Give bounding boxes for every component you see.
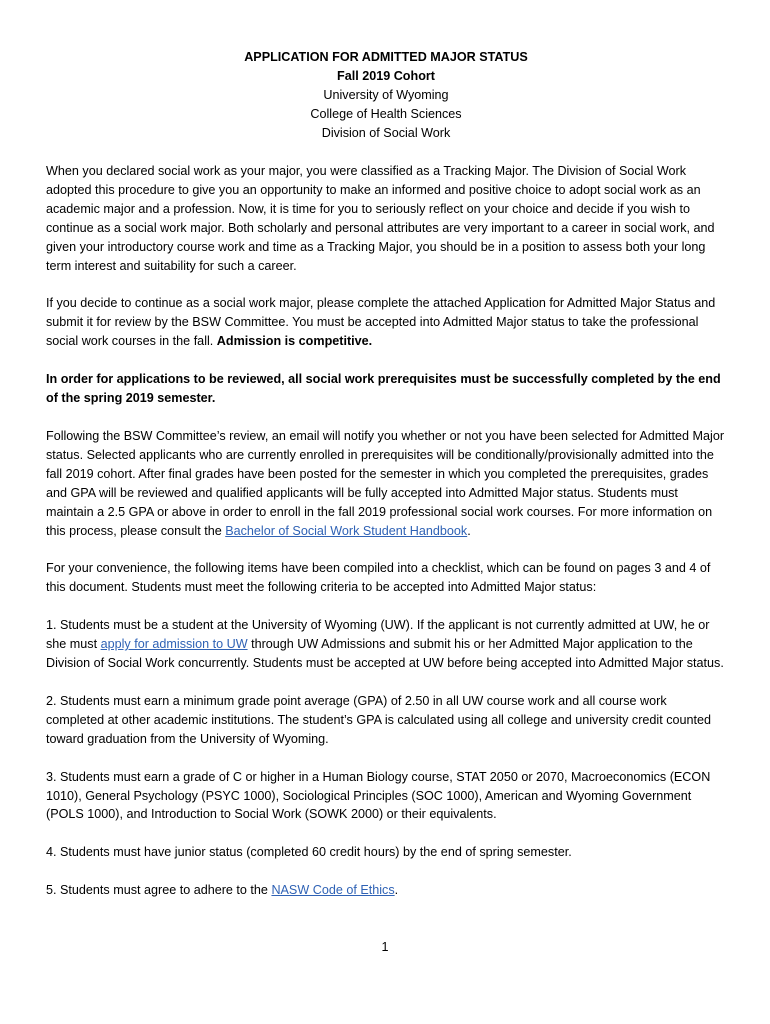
item1-text: 1. Students must be a student at the University of Wyoming (UW). If the applicant is not currently admitted at UW, he or she must	[46, 618, 710, 652]
cohort-label: Fall 2019 Cohort	[337, 69, 435, 83]
bsw-handbook-link[interactable]: Bachelor of Social Work Student Handbook	[225, 523, 468, 538]
intro-paragraph: When you declared social work as your major, you were classified as a Tracking Major. The Division of Social Work adopted this procedure to give you an opportunity to make an informed and positive choice to adopt social work as an academic major and a profession. Now, it is time for you to seriously reflect on your choice and decide if you wish to continue as a social work major. Both scholarly and personal attributes are very important to a career in social work, and given your introductory course work and time as a Tracking Major, you should be in a position to assess both your long term interest and suitability for such a career.	[46, 164, 715, 273]
criteria-item-2: 2. Students must earn a minimum grade point average (GPA) of 2.50 in all UW course work and all course work completed at other academic institutions. The student’s GPA is calculated using all college and university credit counted toward graduation from the University of Wyoming.	[46, 693, 712, 746]
continue-text: If you decide to continue as a social work major, please complete the attached Application for Admitted Major Status and submit it for review by the BSW Committee. You must be accepted into Admitted Major status to take the professional social work courses in the fall.	[46, 296, 716, 349]
item5-text: 5. Students must agree to adhere to the	[46, 883, 272, 898]
item1-end: through UW Admissions and submit his or her Admitted Major application to the Division of Social Work concurrently. Students must be accepted at UW before being accepted into Admitted Major status.	[46, 637, 724, 671]
document-title: APPLICATION FOR ADMITTED MAJOR STATUS	[244, 50, 528, 64]
university-name: University of Wyoming	[323, 88, 449, 102]
criteria-item-3: 3. Students must earn a grade of C or higher in a Human Biology course, STAT 2050 or 2070, Macroeconomics (ECON 1010), General Psychology (PSYC 1000), Sociological Principles (SOC 1000), American and Wyoming Government (POLS 1000), and Introduction to Social Work (SOWK 2000) or their equivalents.	[46, 769, 711, 822]
review-paragraph	[46, 427, 726, 540]
competitive-notice: Admission is competitive.	[216, 334, 373, 349]
document-page	[46, 48, 726, 900]
document-header	[46, 48, 726, 143]
review-end: .	[467, 523, 471, 538]
continue-paragraph	[46, 294, 726, 351]
criteria-item-1	[46, 616, 726, 673]
division-name: Division of Social Work	[321, 126, 451, 140]
prerequisite-notice: In order for applications to be reviewed, all social work prerequisites must be successfully completed by the end of the spring 2019 semester.	[46, 372, 721, 406]
apply-admission-link[interactable]: apply for admission to UW	[100, 637, 248, 652]
college-name: College of Health Sciences	[310, 107, 462, 121]
criteria-item-5	[46, 881, 726, 900]
review-text: Following the BSW Committee’s review, an email will notify you whether or not you have been selected for Admitted Major status. Selected applicants who are currently enrolled in prerequisites will be conditionally/provisionally admitted into the fall 2019 cohort. After final grades have been posted for the semester in which you completed the prerequisites, grades and GPA will be reviewed and qualified applicants will be fully accepted into Admitted Major status. Students must maintain a 2.5 GPA or above in order to enroll in the fall 2019 professional social work courses. For more information on this process, please consult the	[46, 428, 725, 538]
checklist-intro-paragraph: For your convenience, the following items have been compiled into a checklist, which can be found on pages 3 and 4 of this document. Students must meet the following criteria to be accepted into Admitted Major status:	[46, 561, 711, 595]
page-number: 1	[381, 940, 389, 954]
item5-end: .	[394, 883, 399, 898]
nasw-code-link[interactable]: NASW Code of Ethics	[271, 883, 395, 898]
criteria-item-4: 4. Students must have junior status (completed 60 credit hours) by the end of spring semester.	[46, 845, 572, 860]
